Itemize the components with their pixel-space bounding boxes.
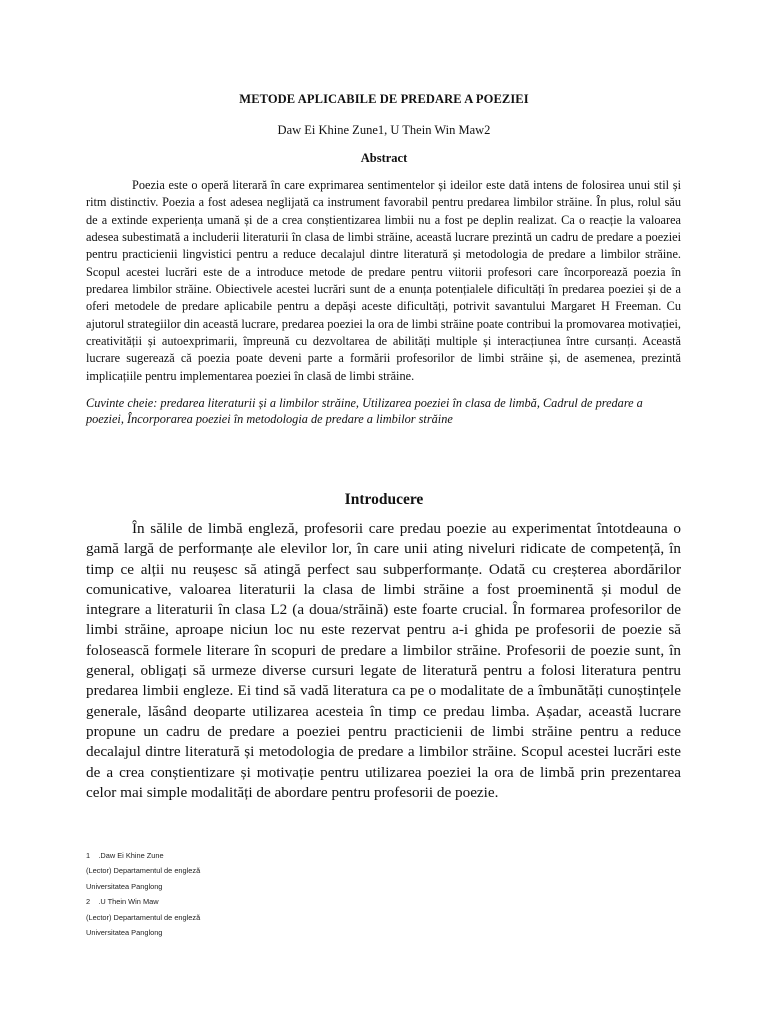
introduction-heading: Introducere bbox=[344, 491, 424, 508]
footnotes bbox=[86, 848, 486, 940]
paper-authors: Daw Ei Khine Zune1, U Thein Win Maw2 bbox=[277, 123, 491, 137]
footnote-line: (Lector) Departamentul de engleză bbox=[86, 866, 201, 876]
introduction-paragraph: În sălile de limbă engleză, profesorii care predau poezie au experimentat întotdeauna o gamă largă de performanțe ale elevilor lor, în care unii ating niveluri ridicate de competență, în timp ce alții nu reușesc să atingă perfect sau subperformanțe. Odată cu creșterea abordărilor comunicative, valoarea literaturii la clasa de limbi străine a fost proeminentă și modul de integrare a literaturii în clasa L2 (a doua/străină) este foarte crucial. În formarea profesorilor de limbi străine, aproape niciun loc nu este rezervat pentru a-i ghida pe profesorii de poezie să folosească formele literare în scopuri de predare a limbilor străine. Profesorii de poezie sunt, în general, obligați să urmeze diverse cursuri legate de literatură pentru a folosi literatura pentru predarea limbii engleze. Ei tind să vadă literatura ca pe o modalitate de a îmbunătăți cunoștințele generale, lăsând deoparte utilizarea acesteia în timp ce predau limba. Așadar, această lucrare propune un cadru de predare a poeziei pentru practicienii de limbi străine pentru a reduce decalajul dintre literatură și metodologia de predare a limbilor străine. Scopul acestei lucrări este de a crea conștientizare și motivație pentru utilizarea poeziei la ora de limbă prin prezentarea celor mai simple modalități de abordare pentru profesorii de poezie. bbox=[86, 520, 681, 801]
paper-title: METODE APLICABILE DE PREDARE A POEZIEI bbox=[239, 92, 529, 106]
footnote-line: Universitatea Panglong bbox=[86, 881, 163, 891]
abstract-heading: Abstract bbox=[360, 151, 408, 165]
abstract-paragraph: Poezia este o operă literară în care exprimarea sentimentelor și ideilor este dată intens de folosirea unui stil și ritm distinctiv. Poezia a fost adesea neglijată ca instrument favorabil pentru predarea limbilor străine. În plus, rolul său de a extinde experiența umană și de a crea conștientizarea limbii nu a fost pe deplin realizat. Ca o reacție la valoarea adesea subestimată a includerii literaturii în clasa de limbi străine, această lucrare prezintă un cadru de predare a poeziei pentru practicienii lingvistici pentru a reduce decalajul dintre literatură și metodologia de predare a limbilor străine. Scopul acestei lucrări este de a introduce metode de predare pentru viitorii profesori care încorporează poezia în predarea limbilor străine. Obiectivele acestei lucrări sunt de a enunța potențialele dificultăți în predarea poeziei și de a oferi metodele de predare aplicabile pentru a depăși aceste dificultăți, potrivit savantului Margaret H Freeman. Cu ajutorul strategiilor din această lucrare, predarea poeziei la ora de limbi străine poate contribui la promovarea motivației, creativității și autoexprimarii, împreună cu dezvoltarea de abilități multiple și interacțiunea între cursanți. Această lucrare sugerează că poezia poate deveni parte a formării profesorilor de limbi străine și, de asemenea, prezintă implicațiile pentru implementarea poeziei în clasă de limbi străine. bbox=[86, 178, 681, 383]
footnote-line: (Lector) Departamentul de engleză bbox=[86, 912, 201, 922]
footnote-line: Universitatea Panglong bbox=[86, 928, 163, 938]
footnote-line: 1 .Daw Ei Khine Zune bbox=[86, 851, 164, 860]
footnote-line: 2 .U Thein Win Maw bbox=[86, 897, 159, 907]
keywords-paragraph: Cuvinte cheie: predarea literaturii și a limbilor străine, Utilizarea poeziei în clasa de limbă, Cadrul de predare a poeziei, Încorporarea poeziei în metodologia de predare a limbilor străine bbox=[86, 396, 643, 426]
